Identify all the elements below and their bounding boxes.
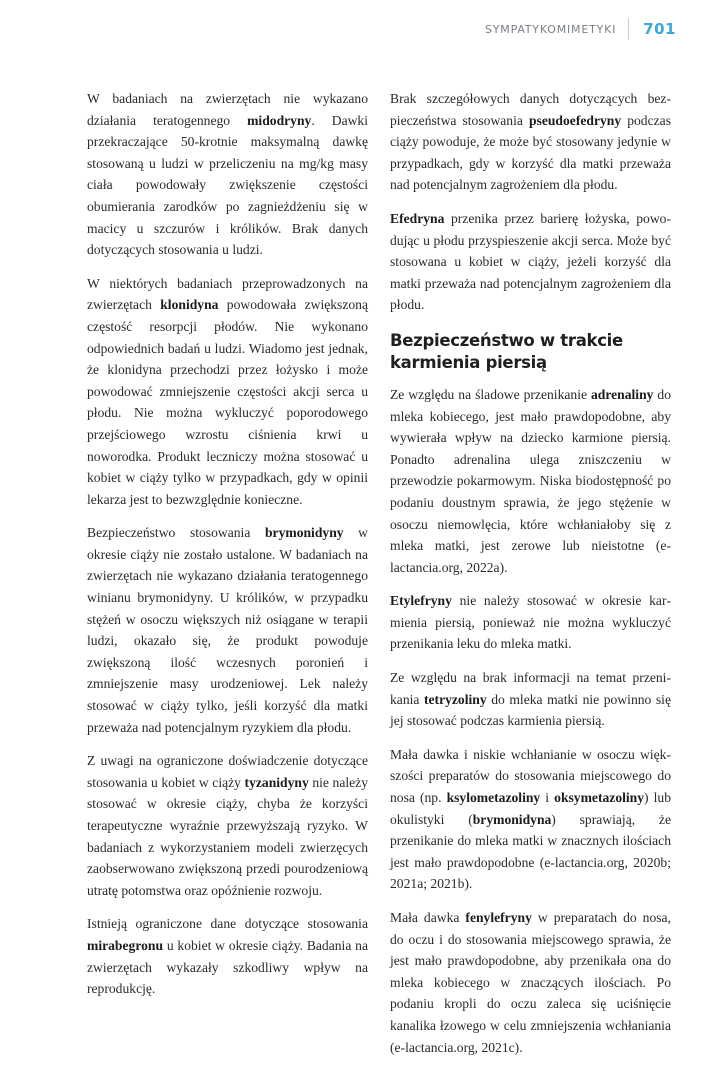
section-heading: Bezpieczeństwo w trakcie karmienia piersią bbox=[390, 330, 623, 372]
running-title: SYMPATYKOMIMETYKI bbox=[485, 22, 617, 36]
paragraph: Ze względu na brak informacji na temat przenikania tetryzoliny do mleka matki nie powinno się jej stosować podczas karmienia piersią. bbox=[390, 670, 671, 729]
paragraph: Z uwagi na ograniczone doświadczenie dotyczące stosowania u kobiet w ciąży tyzanidyny nie należy stosować w okresie ciąży, chyba że korzyści terapeutyczne wyraźnie przewyższają ryzyko. W badaniach z wykorzystaniem modeli zwierzęcych zaobserwowano zwiększoną przedi pourodzeniową utratę potomstwa oraz opóźnienie rozwoju. bbox=[87, 753, 368, 898]
drug-name: midodryny bbox=[247, 112, 312, 128]
drug-name: Etylefryny bbox=[390, 593, 452, 609]
paragraph: Bezpieczeństwo stosowania brymonidyny w okresie ciąży nie zostało ustalone. W badaniach na zwierzętach nie wykazano działania teratogennego winianu brymonidyny. U królików, w przypadku stężeń w osoczu większych niż osiągane w terapii ludzi, okazało się, że produkt powoduje zwiększoną ilość wczesnych poronień i zmniejszenie masy urodzeniowej. Lek należy stosować w ciąży tylko, jeśli korzyść dla matki przeważa nad potencjalnym ryzykiem dla płodu. bbox=[87, 525, 368, 735]
drug-name: Efedryna bbox=[390, 210, 445, 226]
paragraph: Mała dawka fenylefryny w preparatach do nosa, do oczu i do stosowania miejscowego sprawia, że jest mało prawdopodobne, aby przenikała ona do mleka kobiecego w znaczących ilościach. Po podaniu kropli do oczu zaleca się uciśnięcie kanalika łzowego w celu zmniejszenia wchłaniania (e-lactancia.org, 2021c). bbox=[390, 910, 671, 1055]
paragraph: Mała dawka i niskie wchłanianie w osoczu większości preparatów do stosowania miejscowego do nosa (np. ksylometazoliny i oksymetazoliny) lub okulistyki (brymonidyna) sprawiają, że przenikanie do mleka matki w znacznych ilościach jest mało prawdopodobne (e-lactancia.org, 2020b; 2021a; 2021b). bbox=[390, 746, 672, 892]
drug-name: tyzanidyny bbox=[244, 774, 309, 790]
left-column bbox=[87, 88, 368, 1012]
paragraph: Istnieją ograniczone dane dotyczące stosowania mirabegronu u kobiet w okresie ciąży. Badania na zwierzętach wykazały szkodliwy wpływ na reprodukcję. bbox=[87, 916, 368, 997]
paragraph: Etylefryny nie należy stosować w okresie karmienia piersią, ponieważ nie można wykluczyć przenikania leku do mleka matki. bbox=[390, 593, 671, 652]
drug-name: ksylometazoliny bbox=[446, 790, 541, 806]
paragraph: W niektórych badaniach przeprowadzonych na zwierzętach klonidyna powodowała zwiększoną częstość resorpcji płodów. Nie wykonano odpowiednich badań u ludzi. Wiadomo jest jednak, że klonidyna przechodzi przez łożysko i może powodować zmniejszenie częstości akcji serca u płodu. Nie można wykluczyć poporodowego przejściowego wzrostu ciśnienia krwi u noworodka. Produkt leczniczy można stosować u kobiet w ciąży tylko w przypadkach, gdy w opinii lekarza jest to bezwzględnie konieczne. bbox=[87, 275, 369, 507]
page-number: 701 bbox=[643, 20, 676, 38]
drug-name: mirabegronu bbox=[87, 937, 164, 953]
drug-name: brymonidyna bbox=[472, 811, 552, 827]
paragraph: Ze względu na śladowe przenikanie adrenaliny do mleka kobiecego, jest mało prawdopodobne, aby wywierała wpływ na dziecko karmione piersią. Ponadto adrenalina ulega zniszczeniu w przewodzie pokarmowym. Niska biodostępność po podaniu doustnym sprawia, że jego stężenie w osoczu niemowlęcia, które wchłaniałoby się z mleka matki, jest zerowe lub nieistotne (e-lactancia.org, 2022a). bbox=[390, 386, 671, 575]
drug-name: fenylefryny bbox=[465, 910, 532, 925]
right-column bbox=[390, 88, 671, 1070]
paragraph: Efedryna przenika przez barierę łożyska, powodując u płodu przyspieszenie akcji serca. Może być stosowana u kobiet w ciąży, jeżeli korzyść dla matki przeważa nad potencjalnym zagrożeniem dla płodu. bbox=[390, 210, 671, 313]
drug-name: klonidyna bbox=[160, 297, 219, 313]
paragraph: Brak szczegółowych danych dotyczących bezpieczeństwa stosowania pseudoefedryny podczas ciąży powoduje, że może być stosowany jedynie w przypadkach, gdy w korzyść dla matki przeważa nad potencjalnym zagrożeniem dla płodu. bbox=[390, 91, 671, 193]
header-divider bbox=[628, 18, 629, 40]
drug-name: brymonidyny bbox=[264, 525, 344, 541]
drug-name: adrenaliny bbox=[590, 386, 654, 402]
drug-name: pseudoefedryny bbox=[528, 112, 622, 128]
drug-name: tetryzoliny bbox=[423, 691, 487, 707]
page-header bbox=[485, 18, 676, 40]
drug-name: oksymetazoliny bbox=[554, 790, 645, 806]
paragraph: W badaniach na zwierzętach nie wykazano działania teratogennego midodryny. Dawki przekraczające 50-krotnie maksymalną dawkę stosowaną u ludzi w przeliczeniu na mg/kg masy ciała powodowały zwiększenie częstości obumierania zarodków po zagnieżdżeniu się w macicy u szczurów i królików. Brak danych dotyczących stosowania u ludzi. bbox=[87, 91, 368, 258]
